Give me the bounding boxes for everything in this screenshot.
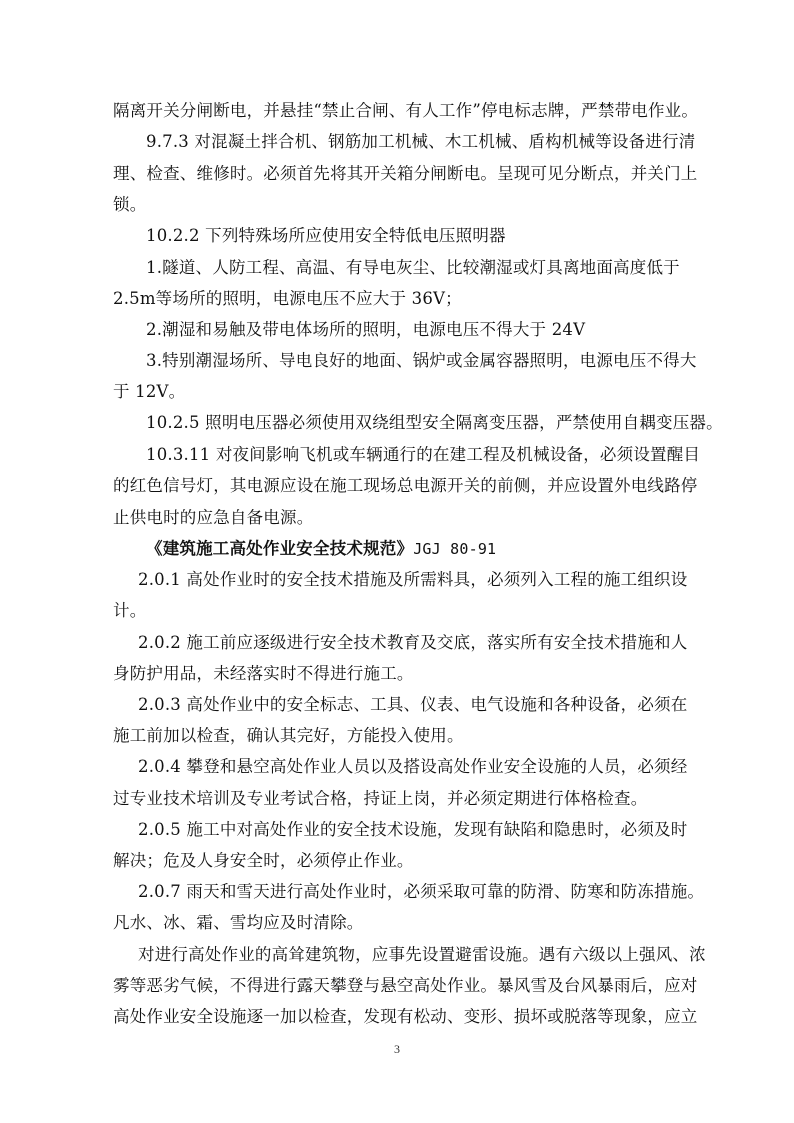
section-heading: [146, 539, 496, 559]
text-line: 锁。: [113, 195, 147, 214]
text-line: 9.7.3 对混凝土拌合机、钢筋加工机械、木工机械、盾构机械等设备进行清: [146, 132, 696, 151]
text-line: 理、检查、维修时。必须首先将其开关箱分闸断电。呈现可见分断点，并关门上: [113, 164, 698, 183]
text-line: 2.潮湿和易触及带电体场所的照明，电源电压不得大于 24V: [146, 320, 586, 339]
text-line: 止供电时的应急自备电源。: [113, 508, 314, 527]
text-line: 10.3.11 对夜间影响飞机或车辆通行的在建工程及机械设备，必须设置醒目: [146, 445, 701, 464]
text-line: 1.隧道、人防工程、高温、有导电灰尘、比较潮湿或灯具离地面高度低于: [146, 258, 680, 277]
text-line: 隔离开关分闸断电，并悬挂“禁止合闸、有人工作”停电标志牌，严禁带电作业。: [113, 101, 699, 120]
text-line: 的红色信号灯，其电源应设在施工现场总电源开关的前侧，并应设置外电线路停: [113, 476, 698, 495]
page-number: 3: [394, 1042, 400, 1056]
text-line: 高处作业安全设施逐一加以检查，发现有松动、变形、损坏或脱落等现象，应立: [113, 1007, 698, 1026]
text-line: 2.0.1 高处作业时的安全技术措施及所需料具，必须列入工程的施工组织设: [138, 570, 688, 589]
text-line: 2.0.3 高处作业中的安全标志、工具、仪表、电气设施和各种设备，必须在: [138, 695, 688, 714]
text-line: 凡水、冰、霜、雪均应及时清除。: [113, 913, 364, 932]
text-line: 10.2.5 照明电压器必须使用双绕组型安全隔离变压器，严禁使用自耦变压器。: [146, 413, 723, 432]
text-line: 3.特别潮湿场所、导电良好的地面、锅炉或金属容器照明，电源电压不得大: [146, 351, 697, 370]
text-line: 2.0.4 攀登和悬空高处作业人员以及搭设高处作业安全设施的人员，必须经: [138, 757, 688, 776]
heading-code: JGJ 80-91: [413, 540, 497, 558]
text-line: 身防护用品，未经落实时不得进行施工。: [113, 664, 414, 683]
text-line: 过专业技术培训及专业考试合格，持证上岗，并必须定期进行体格检查。: [113, 789, 648, 808]
text-line: 解决；危及人身安全时，必须停止作业。: [113, 851, 414, 870]
text-line: 对进行高处作业的高耸建筑物，应事先设置避雷设施。遇有六级以上强风、浓: [138, 945, 706, 964]
heading-title: 《建筑施工高处作业安全技术规范》: [146, 539, 414, 558]
text-line: 雾等恶劣气候，不得进行露天攀登与悬空高处作业。暴风雪及台风暴雨后，应对: [113, 976, 698, 995]
text-line: 于 12V。: [113, 382, 186, 401]
text-line: 计。: [113, 601, 147, 620]
text-line: 10.2.2 下列特殊场所应使用安全特低电压照明器: [146, 226, 506, 245]
text-line: 2.0.2 施工前应逐级进行安全技术教育及交底，落实所有安全技术措施和人: [138, 633, 688, 652]
text-line: 施工前加以检查，确认其完好，方能投入使用。: [113, 726, 464, 745]
text-line: 2.0.5 施工中对高处作业的安全技术设施，发现有缺陷和隐患时，必须及时: [138, 820, 688, 839]
text-line: 2.0.7 雨天和雪天进行高处作业时，必须采取可靠的防滑、防寒和防冻措施。: [138, 882, 705, 901]
text-line: 2.5m等场所的照明，电源电压不应大于 36V；: [113, 289, 462, 308]
